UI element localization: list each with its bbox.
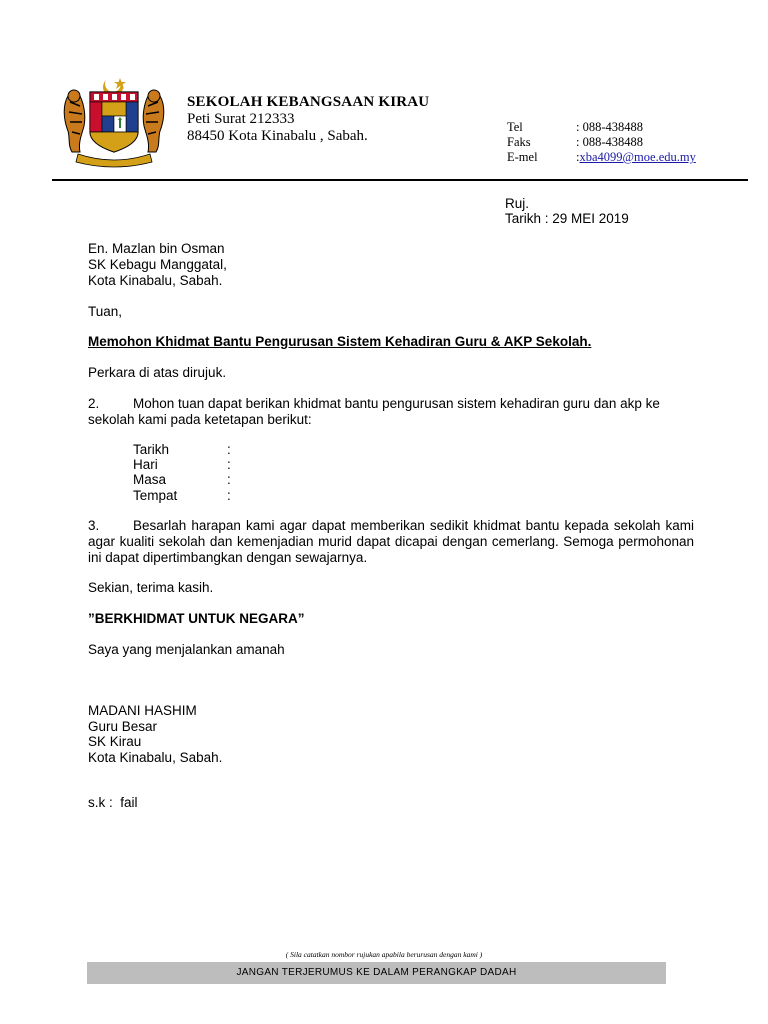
paragraph-3-text: Besarlah harapan kami agar dapat memberikan sedikit khidmat bantu kepada sekolah kami agar kualiti sekolah dan kemenjadian murid dapat dicapai dengan cemerlang. Semoga permohonan ini dapat dipertimbangkan dengan sewajarnya.: [88, 518, 694, 565]
signatory-title: Guru Besar: [88, 719, 158, 734]
reference-ruj: Ruj.: [505, 196, 530, 211]
footer-banner: [87, 962, 666, 984]
salutation: Tuan,: [88, 304, 123, 319]
detail-label-tarikh: Tarikh: [133, 442, 170, 457]
detail-label-masa: Masa: [133, 472, 167, 487]
header-divider: [52, 179, 748, 181]
email-label: E-mel: [507, 150, 538, 164]
email-value: [576, 150, 696, 165]
footer-banner-text: JANGAN TERJERUMUS KE DALAM PERANGKAP DADAH: [236, 967, 517, 978]
detail-label-hari: Hari: [133, 457, 158, 472]
address-line-1: Peti Surat 212333: [187, 111, 295, 127]
motto: ”BERKHIDMAT UNTUK NEGARA”: [88, 611, 305, 626]
detail-label-tempat: Tempat: [133, 488, 178, 503]
fax-label: Faks: [507, 135, 531, 149]
paragraph-3-number: 3.: [88, 518, 100, 533]
signatory-school: SK Kirau: [88, 734, 142, 749]
paragraph-2-line-2: sekolah kami pada ketetapan berikut:: [88, 412, 312, 427]
fax-value: : 088-438488: [576, 135, 644, 149]
tel-label: Tel: [507, 120, 523, 134]
coat-of-arms-logo: [58, 76, 170, 168]
detail-colon: :: [227, 472, 231, 487]
closing-line: Sekian, terima kasih.: [88, 580, 214, 595]
recipient-line-3: Kota Kinabalu, Sabah.: [88, 273, 223, 288]
email-prefix: :: [576, 150, 580, 164]
cc-line: s.k : fail: [88, 795, 138, 810]
school-name: SEKOLAH KEBANGSAAN KIRAU: [187, 94, 430, 110]
signatory-name: MADANI HASHIM: [88, 703, 197, 718]
detail-colon: :: [227, 488, 231, 503]
tel-value: : 088-438488: [576, 120, 644, 134]
email-link[interactable]: xba4099@moe.edu.my: [579, 150, 696, 164]
detail-colon: :: [227, 442, 231, 457]
reference-date: Tarikh : 29 MEI 2019: [505, 211, 629, 226]
detail-colon: :: [227, 457, 231, 472]
paragraph-3: [88, 518, 694, 566]
address-line-2: 88450 Kota Kinabalu , Sabah.: [187, 128, 368, 144]
signatory-location: Kota Kinabalu, Sabah.: [88, 750, 223, 765]
footer-reference-note: ( Sila catatkan nombor rujukan apabila berurusan dengan kami ): [285, 950, 483, 959]
paragraph-1: Perkara di atas dirujuk.: [88, 365, 227, 380]
trust-line: Saya yang menjalankan amanah: [88, 642, 285, 657]
paragraph-2-number: 2.: [88, 396, 100, 411]
subject-heading: Memohon Khidmat Bantu Pengurusan Sistem Kehadiran Guru & AKP Sekolah.: [88, 334, 592, 349]
paragraph-2-line-1: Mohon tuan dapat berikan khidmat bantu pengurusan sistem kehadiran guru dan akp ke: [133, 396, 660, 411]
recipient-line-2: SK Kebagu Manggatal,: [88, 257, 227, 272]
recipient-name: En. Mazlan bin Osman: [88, 241, 225, 256]
